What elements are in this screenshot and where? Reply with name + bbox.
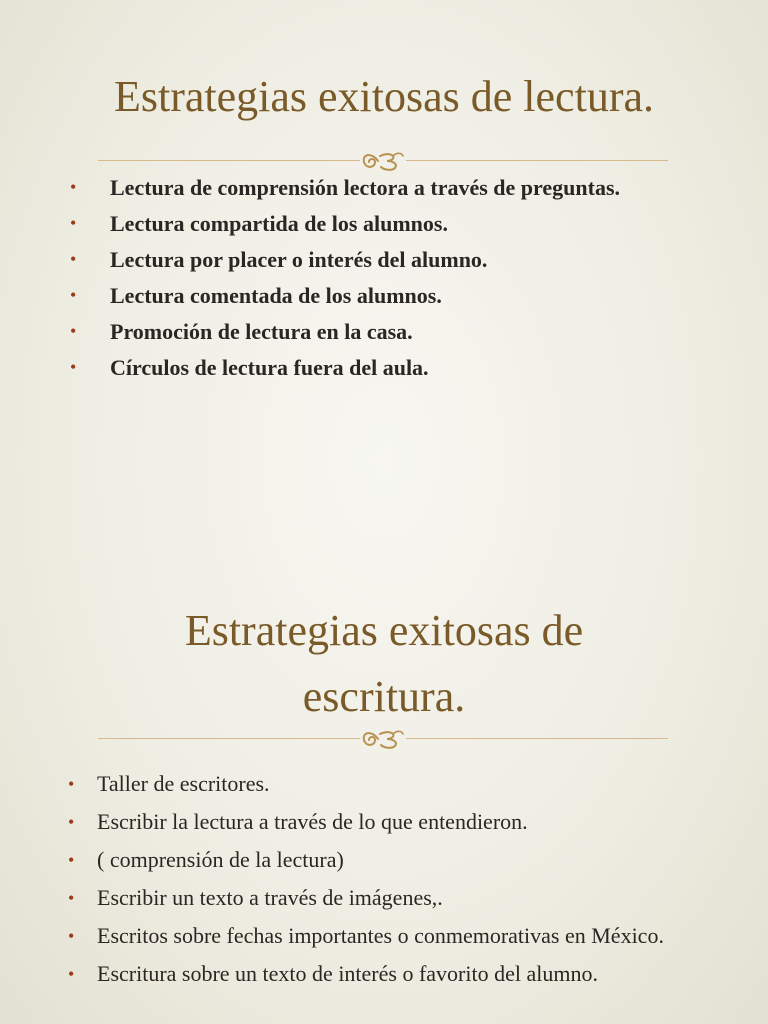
bullet-icon: •	[68, 774, 75, 794]
list-item-text: Lectura por placer o interés del alumno.	[110, 247, 488, 272]
list-item-text: Escribir la lectura a través de lo que entendieron.	[97, 809, 528, 834]
list-item	[66, 768, 716, 800]
list-item	[68, 316, 708, 347]
bullet-icon: •	[68, 812, 75, 832]
bullet-icon: •	[70, 321, 77, 341]
divider-rule-right	[406, 738, 668, 739]
list-item	[66, 958, 716, 990]
list-item-text: Lectura de comprensión lectora a través de preguntas.	[110, 175, 621, 200]
bullet-icon: •	[70, 285, 77, 305]
ornament-flourish-icon	[360, 150, 406, 172]
list-item-text: Escritos sobre fechas importantes o conmemorativas en México.	[97, 923, 664, 948]
ornament-flourish-icon	[360, 728, 406, 750]
slide-title	[0, 598, 768, 730]
list-item	[68, 244, 708, 275]
title-divider	[98, 728, 668, 748]
list-item	[68, 208, 708, 239]
slide-title-line-2: escritura.	[302, 672, 466, 721]
list-item	[68, 172, 708, 203]
list-item	[66, 920, 716, 952]
bullet-icon: •	[70, 213, 77, 233]
bullet-icon: •	[70, 249, 77, 269]
list-item-text: Escribir un texto a través de imágenes,.	[97, 885, 443, 910]
list-item-text: Lectura compartida de los alumnos.	[110, 211, 448, 236]
slide-title-line-1: Estrategias exitosas de	[184, 606, 584, 655]
list-item	[66, 806, 716, 838]
divider-rule-left	[98, 160, 360, 161]
list-item-text: Promoción de lectura en la casa.	[110, 319, 413, 344]
title-divider	[98, 150, 668, 170]
bullet-icon: •	[68, 850, 75, 870]
bullet-icon: •	[68, 888, 75, 908]
bullet-icon: •	[68, 926, 75, 946]
divider-rule-left	[98, 738, 360, 739]
list-item-text: Lectura comentada de los alumnos.	[110, 283, 442, 308]
divider-rule-right	[406, 160, 668, 161]
list-item-text: Taller de escritores.	[97, 771, 270, 796]
list-item	[66, 844, 716, 876]
bullet-list	[66, 768, 716, 996]
bullet-icon: •	[68, 964, 75, 984]
list-item	[68, 280, 708, 311]
bullet-list	[68, 172, 708, 388]
list-item-text: Escritura sobre un texto de interés o favorito del alumno.	[97, 961, 598, 986]
list-item-text: Círculos de lectura fuera del aula.	[110, 355, 429, 380]
list-item-text: ( comprensión de la lectura)	[97, 847, 344, 872]
list-item	[66, 882, 716, 914]
slide-writing-strategies	[0, 512, 768, 1024]
list-item	[68, 352, 708, 383]
slide-title: Estrategias exitosas de lectura.	[113, 72, 654, 121]
bullet-icon: •	[70, 357, 77, 377]
bullet-icon: •	[70, 177, 77, 197]
